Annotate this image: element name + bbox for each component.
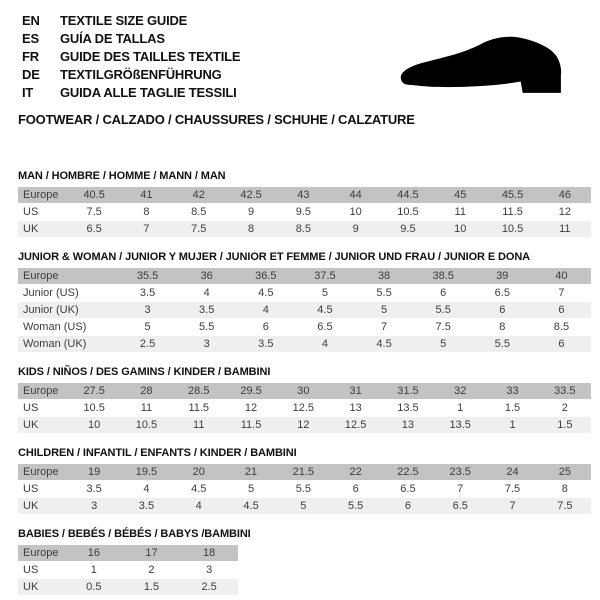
- size-cell: 27.5: [68, 383, 120, 400]
- size-cell: 43: [277, 187, 329, 204]
- language-label: GUIDE DES TAILLES TEXTILE: [60, 49, 241, 64]
- table-row: [18, 562, 238, 579]
- table-row: [18, 464, 591, 481]
- size-cell: 20: [173, 464, 225, 481]
- size-cell: 8: [473, 319, 532, 336]
- size-cell: 9: [225, 204, 277, 221]
- size-cell: 6: [473, 302, 532, 319]
- size-cell: 32: [434, 383, 486, 400]
- size-cell: 8.5: [277, 221, 329, 238]
- size-cell: 5: [295, 285, 354, 302]
- size-cell: 11.5: [486, 204, 538, 221]
- row-label: Europe: [18, 383, 68, 400]
- table-row: [18, 417, 591, 434]
- size-cell: 29.5: [225, 383, 277, 400]
- size-cell: 5: [225, 481, 277, 498]
- size-cell: 12.5: [329, 417, 381, 434]
- section-title: CHILDREN / INFANTIL / ENFANTS / KINDER / BAMBINI: [18, 447, 297, 459]
- size-cell: 19: [68, 464, 120, 481]
- size-cell: 5.5: [414, 302, 473, 319]
- size-cell: 3.5: [118, 285, 177, 302]
- size-cell: 44: [329, 187, 381, 204]
- size-cell: 7.5: [486, 481, 538, 498]
- size-cell: 19.5: [120, 464, 172, 481]
- row-label: Europe: [18, 464, 68, 481]
- size-section-junior-woman: [18, 251, 591, 353]
- table-row: [18, 285, 591, 302]
- size-cell: 6.5: [295, 319, 354, 336]
- size-cell: 7: [355, 319, 414, 336]
- size-cell: 12: [539, 204, 591, 221]
- size-cell: 11: [120, 400, 172, 417]
- size-cell: 10: [434, 221, 486, 238]
- size-cell: 31: [329, 383, 381, 400]
- size-cell: 3: [177, 336, 236, 353]
- language-row: [22, 12, 591, 30]
- size-cell: 12: [277, 417, 329, 434]
- size-cell: 1: [434, 400, 486, 417]
- size-cell: 45: [434, 187, 486, 204]
- size-cell: 6.5: [68, 221, 120, 238]
- category-title: FOOTWEAR / CALZADO / CHAUSSURES / SCHUHE / CALZATURE: [18, 112, 415, 127]
- size-table: [18, 268, 591, 353]
- language-label: GUIDA ALLE TAGLIE TESSILI: [60, 85, 237, 100]
- size-cell: 11.5: [225, 417, 277, 434]
- size-cell: 2: [123, 562, 181, 579]
- row-label: UK: [18, 579, 65, 596]
- table-row: [18, 481, 591, 498]
- language-code: ES: [22, 31, 39, 46]
- table-row: [18, 221, 591, 238]
- section-title: MAN / HOMBRE / HOMME / MANN / MAN: [18, 170, 226, 182]
- size-cell: 4: [177, 285, 236, 302]
- size-cell: 2: [539, 400, 591, 417]
- row-label: Europe: [18, 545, 65, 562]
- size-cell: 7: [486, 498, 538, 515]
- size-cell: 38.5: [414, 268, 473, 285]
- size-cell: 5: [277, 498, 329, 515]
- size-cell: 18: [180, 545, 238, 562]
- size-table: [18, 383, 591, 434]
- size-cell: 4: [236, 302, 295, 319]
- size-cell: 23.5: [434, 464, 486, 481]
- size-cell: 40: [532, 268, 591, 285]
- size-cell: 7.5: [414, 319, 473, 336]
- table-row: [18, 302, 591, 319]
- size-cell: 4.5: [225, 498, 277, 515]
- size-cell: 4.5: [355, 336, 414, 353]
- size-cell: 7: [120, 221, 172, 238]
- size-cell: 13: [382, 417, 434, 434]
- row-label: Junior (US): [18, 285, 118, 302]
- row-label: UK: [18, 417, 68, 434]
- language-code: EN: [22, 13, 40, 28]
- size-cell: 40.5: [68, 187, 120, 204]
- size-cell: 8: [120, 204, 172, 221]
- table-row: [18, 204, 591, 221]
- size-cell: 36.5: [236, 268, 295, 285]
- size-cell: 33: [486, 383, 538, 400]
- size-cell: 3.5: [68, 481, 120, 498]
- size-cell: 39: [473, 268, 532, 285]
- size-cell: 0.5: [65, 579, 123, 596]
- size-cell: 6.5: [434, 498, 486, 515]
- size-cell: 11: [434, 204, 486, 221]
- size-cell: 10.5: [382, 204, 434, 221]
- size-cell: 8.5: [532, 319, 591, 336]
- size-cell: 10.5: [486, 221, 538, 238]
- language-label: TEXTILE SIZE GUIDE: [60, 13, 188, 28]
- size-cell: 6: [532, 336, 591, 353]
- size-cell: 11: [539, 221, 591, 238]
- row-label: US: [18, 481, 68, 498]
- size-cell: 7.5: [68, 204, 120, 221]
- size-cell: 4.5: [173, 481, 225, 498]
- size-cell: 7: [434, 481, 486, 498]
- section-title: JUNIOR & WOMAN / JUNIOR Y MUJER / JUNIOR ET FEMME / JUNIOR UND FRAU / JUNIOR E DONA: [18, 251, 531, 263]
- size-cell: 5.5: [473, 336, 532, 353]
- size-cell: 28.5: [173, 383, 225, 400]
- size-cell: 12.5: [277, 400, 329, 417]
- size-cell: 37.5: [295, 268, 354, 285]
- size-cell: 6.5: [382, 481, 434, 498]
- size-cell: 21.5: [277, 464, 329, 481]
- size-cell: 12: [225, 400, 277, 417]
- size-cell: 6: [329, 481, 381, 498]
- language-code: IT: [22, 85, 34, 100]
- size-cell: 17: [123, 545, 181, 562]
- size-cell: 10.5: [120, 417, 172, 434]
- size-cell: 5: [355, 302, 414, 319]
- table-row: [18, 187, 591, 204]
- size-cell: 25: [539, 464, 591, 481]
- table-row: [18, 383, 591, 400]
- size-cell: 7.5: [173, 221, 225, 238]
- row-label: Junior (UK): [18, 302, 118, 319]
- size-cell: 2.5: [180, 579, 238, 596]
- size-cell: 28: [120, 383, 172, 400]
- size-cell: 4.5: [295, 302, 354, 319]
- size-cell: 6: [414, 285, 473, 302]
- size-cell: 1.5: [123, 579, 181, 596]
- size-cell: 35.5: [118, 268, 177, 285]
- size-cell: 8.5: [173, 204, 225, 221]
- size-cell: 38: [355, 268, 414, 285]
- size-cell: 45.5: [486, 187, 538, 204]
- size-section-man: [18, 170, 591, 238]
- size-cell: 4: [120, 481, 172, 498]
- row-label: Europe: [18, 187, 68, 204]
- size-cell: 4: [295, 336, 354, 353]
- size-cell: 9.5: [382, 221, 434, 238]
- size-cell: 41: [120, 187, 172, 204]
- row-label: US: [18, 400, 68, 417]
- size-cell: 3: [118, 302, 177, 319]
- row-label: UK: [18, 221, 68, 238]
- row-label: US: [18, 204, 68, 221]
- size-cell: 3: [68, 498, 120, 515]
- size-cell: 3.5: [177, 302, 236, 319]
- language-code: DE: [22, 67, 40, 82]
- row-label: Woman (UK): [18, 336, 118, 353]
- table-row: [18, 579, 238, 596]
- row-label: Woman (US): [18, 319, 118, 336]
- size-section-children: [18, 447, 591, 515]
- size-cell: 8: [225, 221, 277, 238]
- size-cell: 42: [173, 187, 225, 204]
- table-row: [18, 498, 591, 515]
- row-label: UK: [18, 498, 68, 515]
- language-label: TEXTILGRÖßENFÜHRUNG: [60, 67, 222, 82]
- size-cell: 13: [329, 400, 381, 417]
- size-cell: 4: [173, 498, 225, 515]
- language-code: FR: [22, 49, 39, 64]
- section-title: KIDS / NIÑOS / DES GAMINS / KINDER / BAMBINI: [18, 366, 271, 378]
- size-cell: 4.5: [236, 285, 295, 302]
- size-cell: 9.5: [277, 204, 329, 221]
- size-cell: 6: [532, 302, 591, 319]
- size-cell: 42.5: [225, 187, 277, 204]
- size-cell: 5.5: [355, 285, 414, 302]
- table-row: [18, 268, 591, 285]
- size-cell: 13.5: [434, 417, 486, 434]
- size-cell: 1.5: [486, 400, 538, 417]
- table-row: [18, 319, 591, 336]
- size-cell: 13.5: [382, 400, 434, 417]
- size-cell: 3: [180, 562, 238, 579]
- table-row: [18, 545, 238, 562]
- size-cell: 5: [414, 336, 473, 353]
- size-cell: 44.5: [382, 187, 434, 204]
- section-title: BABIES / BEBÉS / BÉBÉS / BABYS /BAMBINI: [18, 528, 251, 540]
- size-cell: 11.5: [173, 400, 225, 417]
- size-cell: 7: [532, 285, 591, 302]
- size-cell: 10: [68, 417, 120, 434]
- row-label: US: [18, 562, 65, 579]
- size-cell: 6.5: [473, 285, 532, 302]
- size-cell: 36: [177, 268, 236, 285]
- table-row: [18, 400, 591, 417]
- size-cell: 10: [329, 204, 381, 221]
- size-cell: 5.5: [277, 481, 329, 498]
- size-cell: 5: [118, 319, 177, 336]
- language-label: GUÍA DE TALLAS: [60, 31, 165, 46]
- size-table: [18, 464, 591, 515]
- table-row: [18, 336, 591, 353]
- size-cell: 46: [539, 187, 591, 204]
- size-cell: 8: [539, 481, 591, 498]
- size-cell: 16: [65, 545, 123, 562]
- size-cell: 6: [236, 319, 295, 336]
- size-cell: 11: [173, 417, 225, 434]
- size-cell: 9: [329, 221, 381, 238]
- size-section-kids: [18, 366, 591, 434]
- size-cell: 24: [486, 464, 538, 481]
- size-cell: 5.5: [329, 498, 381, 515]
- size-cell: 1.5: [539, 417, 591, 434]
- size-cell: 21: [225, 464, 277, 481]
- size-cell: 7.5: [539, 498, 591, 515]
- size-table: [18, 545, 238, 596]
- size-cell: 6: [382, 498, 434, 515]
- size-cell: 2.5: [118, 336, 177, 353]
- row-label: Europe: [18, 268, 118, 285]
- size-cell: 22.5: [382, 464, 434, 481]
- size-cell: 5.5: [177, 319, 236, 336]
- size-cell: 33.5: [539, 383, 591, 400]
- size-cell: 1: [65, 562, 123, 579]
- size-cell: 10.5: [68, 400, 120, 417]
- size-cell: 31.5: [382, 383, 434, 400]
- shoe-icon: [396, 34, 582, 96]
- size-cell: 22: [329, 464, 381, 481]
- size-cell: 30: [277, 383, 329, 400]
- size-table: [18, 187, 591, 238]
- size-section-babies: [18, 528, 591, 596]
- size-cell: 1: [486, 417, 538, 434]
- size-cell: 3.5: [120, 498, 172, 515]
- size-tables: [18, 170, 591, 596]
- size-cell: 3.5: [236, 336, 295, 353]
